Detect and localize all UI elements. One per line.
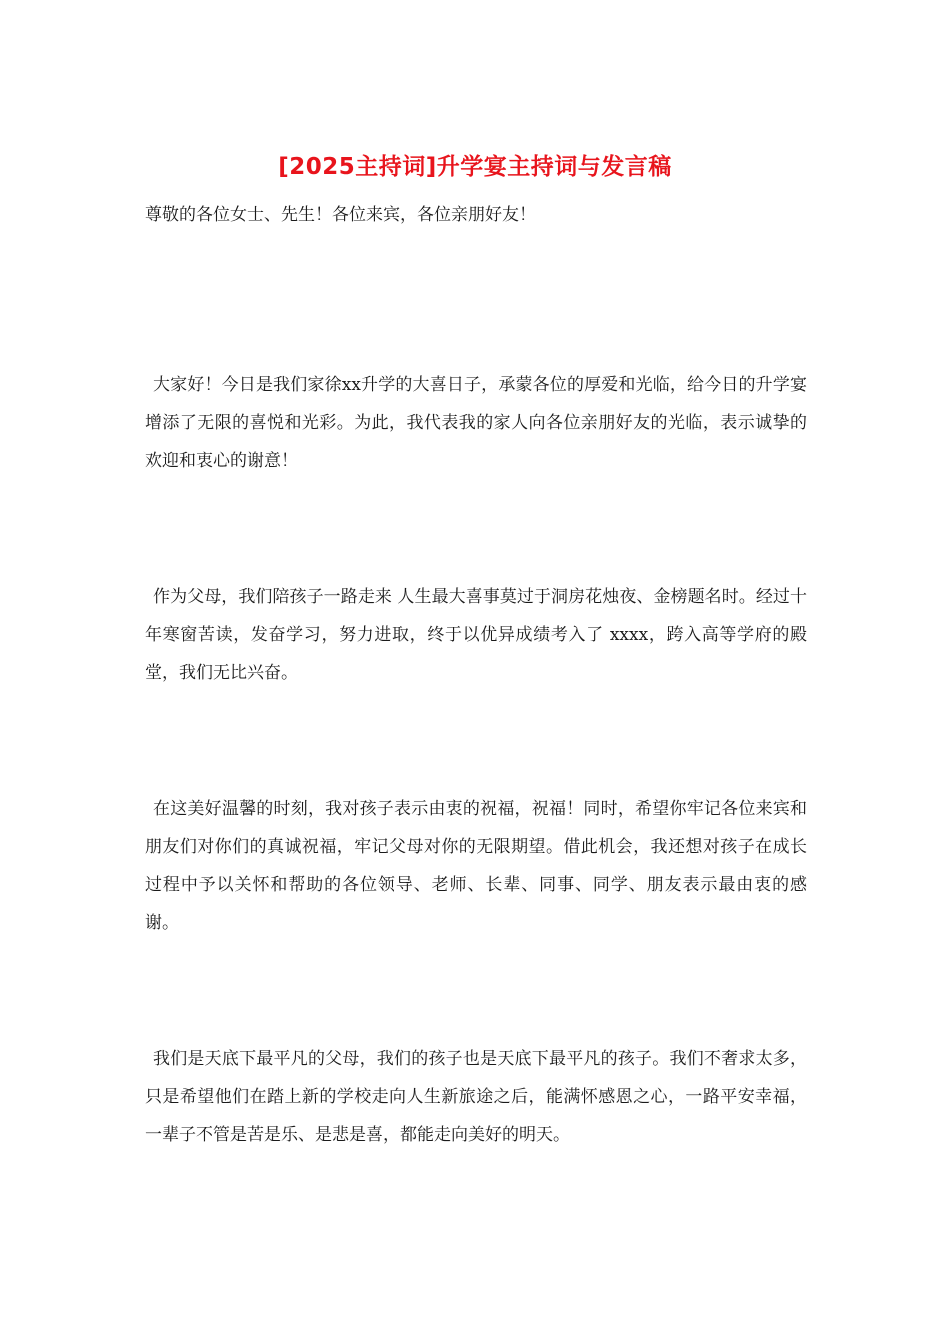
- document-title: [2025主持词]升学宴主持词与发言稿: [278, 154, 672, 180]
- paragraph-welcome: 大家好！今日是我们家徐xx升学的大喜日子，承蒙各位的厚爱和光临，给今日的升学宴增添了无限的喜悦和光彩。为此，我代表我的家人向各位亲朋好友的光临，表示诚挚的欢迎和衷心的谢意！: [145, 375, 807, 471]
- paragraph-blessing: 在这美好温馨的时刻，我对孩子表示由衷的祝福，祝福！同时，希望你牢记各位来宾和朋友们对你们的真诚祝福，牢记父母对你的无限期望。借此机会，我还想对孩子在成长过程中予以关怀和帮助的各位领导、老师、长辈、同事、同学、朋友表示最由衷的感谢。: [145, 799, 807, 933]
- greeting-line: 尊敬的各位女士、先生！各位来宾，各位亲朋好友！: [145, 205, 536, 225]
- paragraph-parents: 作为父母，我们陪孩子一路走来 人生最大喜事莫过于洞房花烛夜、金榜题名时。经过十年寒窗苦读，发奋学习，努力进取，终于以优异成绩考入了 xxxx，跨入高等学府的殿堂，我们无比兴奋。: [145, 587, 807, 683]
- paragraph-hopes: 我们是天底下最平凡的父母，我们的孩子也是天底下最平凡的孩子。我们不奢求太多，只是希望他们在踏上新的学校走向人生新旅途之后，能满怀感恩之心，一路平安幸福，一辈子不管是苦是乐、是悲是喜，都能走向美好的明天。: [145, 1049, 807, 1145]
